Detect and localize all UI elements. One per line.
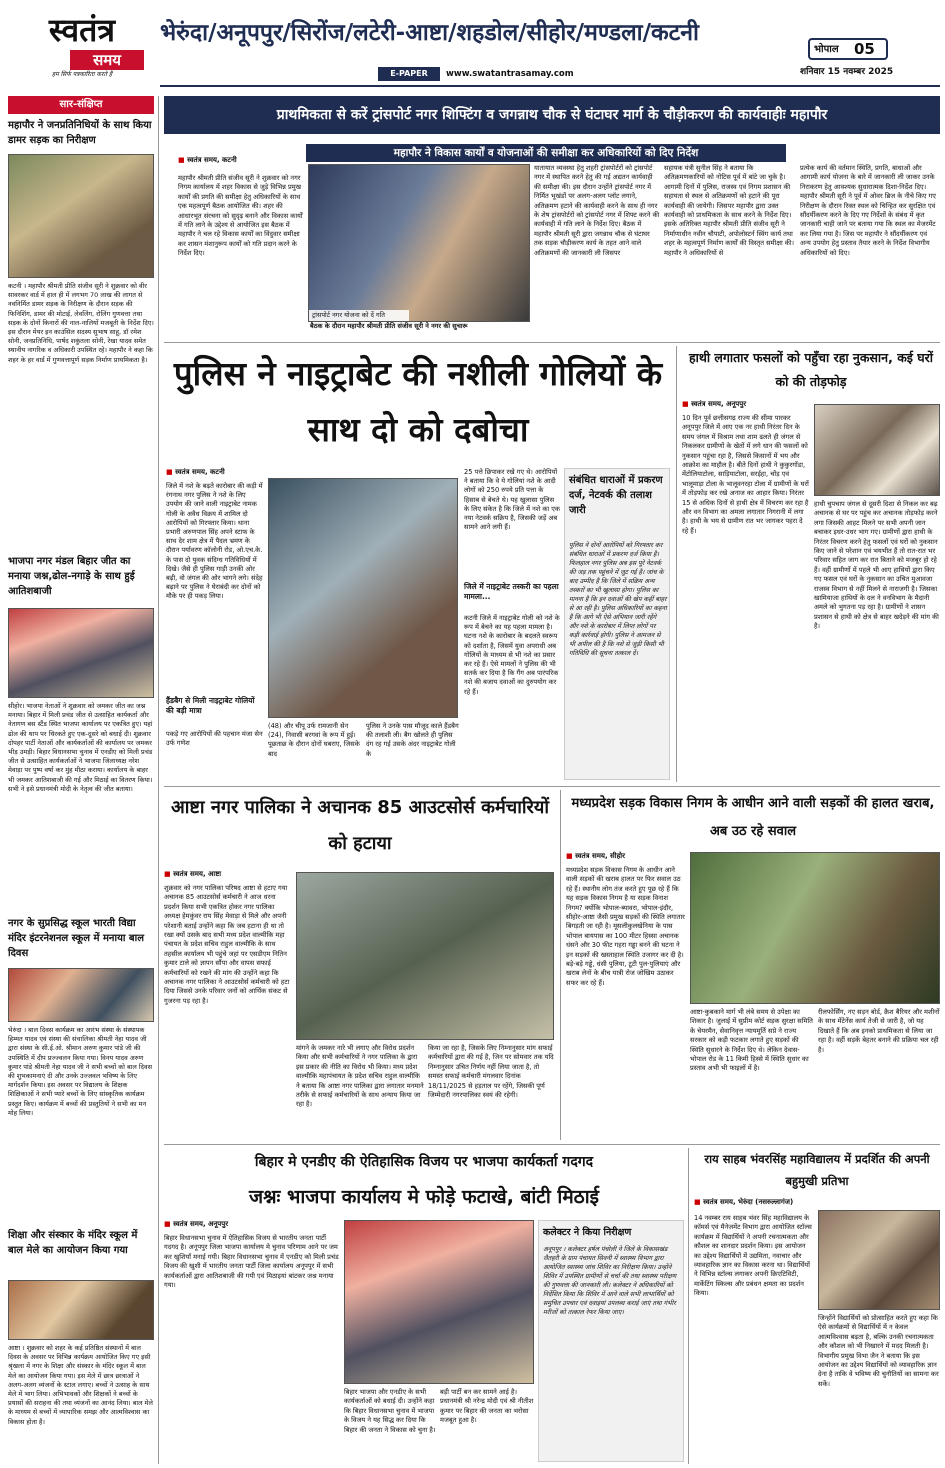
sidebar-body-3: भेरुंदा । बाल दिवस कार्यक्रम का आरंभ संस्था के संस्थापक हिम्मत यादव एवं संस्था की संचालिका श्रीमती नेहा यादव जी द्वारा संस्था के सी.ई.ओ. श्रीमान अरुण कुमार पांडे जी की उपस्थिति में दीप प्रज्ज्वलन किया गया। विनय यादव अरुण कुमार पांडे श्रीमती नेहा यादव जी ने सभी बच्चों को बाल दिवस की शुभकामनाएं दी और उनके उज्जवल भविष्य के लिए मार्गदर्शन किया। इस अवसर पर विद्यालय के शिक्षक शिक्षिकाओं ने सभी प्यारे बच्चों के लिए सांस्कृतिक कार्यक्रम प्रस्तुत किए। कार्यक्रम में बच्चों की प्रस्तुतियों ने सभी का मन मोह लिया। (8, 1026, 155, 1117)
sidebar-body-1: कटनी । महापौर श्रीमती प्रीति संजीव सूरी ने शुक्रवार को वीर सावरकर वार्ड में हाल ही में लगभग 70 लाख की लागत से नवनिर्मित डामर सड़क के निरीक्षण के दौरान सड़क की फिनिशिंग, डामर की मोटाई, लेवलिंग, रोलिंग गुणवत्ता तथा सड़क के दोनों किनारों की नाल-नालियों मजबूती के निर्देश दिए। इस दौरान मेयर इन काउंसिल सदस्य सुभाष साहू, डॉ रमेश सोनी, जनप्रतिनिधि, पार्षद शकुंतला सोनी, रेखा यादव समेत स्थानीय नागरिक व अधिकारी उपस्थित रहे। महापौर ने कहा कि शहर के हर वार्ड में गुणवत्तापूर्ण सड़क निर्माण प्राथमिकता है। (8, 282, 156, 364)
article-road-corp (566, 790, 940, 1140)
a1-subhead: महापौर ने विकास कार्यों व योजनाओं की समीक्षा कर अधिकारियों को दिए निर्देश (306, 144, 786, 162)
a4-byline: ■ स्वतंत्र समय, आष्टा (164, 870, 294, 880)
sidebar-headline-2[interactable]: भाजपा नगर मंडल बिहार जीत का मनाया जश्न,ढोल-नगाड़े के साथ हुई आतिशबाजी (8, 556, 135, 597)
tagline: हम सिर्फ पत्रकारिता करते हैं (51, 71, 113, 78)
issue-date: शनिवार 15 नवम्बर 2025 (800, 67, 894, 77)
a8-col1: 14 नवम्बर राय साहब भंवर सिंह महाविद्यालय के कॉमर्स एवं मैनेजमेंट विभाग द्वारा आयोजित स्टॉल्स कार्यक्रम में विद्यार्थियों ने अपनी रचनात्मकता और कौशल का शानदार प्रदर्शन किया। इस आयोजन का उद्देश्य विद्यार्थियों में उद्यमिता, नवाचार और व्यावहारिक ज्ञान का विकास करना था। विद्यार्थियों ने विभिन्न स्टॉल्स लगाकर अपनी क्रिएटिविटी, मार्केटिंग स्किल्स और प्रबंधन क्षमता का प्रदर्शन किया। (694, 1214, 814, 1298)
a6-photo-caption: बिहार भाजपा और एनडीए के सभी कार्यकर्ताओं को बधाई दी। उन्होंने कहा कि बिहार विधानसभा चुनाव में भाजपा के विजय ने यह सिद्ध कर दिया कि बिहार की जनता ने विकास को चुना है। (344, 1388, 437, 1434)
epaper-label[interactable]: E-PAPER (378, 67, 440, 81)
a5-photo-caption: रीलफोर्सिंग, नए सड़न बोर्ड, क्रैश बैरियर और मशीनों के साथ मेंटेनेंस कार्य तेजी से जारी है, जो यह दिखाते हैं कि अब इनको प्राथमिकता से लिया जा रहा है। वहीं सड़कें बेहतर बनाने की प्रक्रिया चल रही है। (818, 1008, 942, 1054)
a6-col1: बिहार विधानसभा चुनाव में ऐतिहासिक विजय से भारतीय जनता पार्टी गदगद है। अनूपपुर जिला भाजपा कार्यालय मे चुनाव परिणाम आने पर जम कर खुशियाँ मनाई गयी। बिहार विधानसभा चुनाव में एनडीए को मिली प्रचंड विजय की खुशी में भारतीय जनता पार्टी जिला कार्यालय अनूपपुर में सभी कार्यकर्ताओं द्वारा आतिशबाजी की गयी एवं मिठाइयां बांटकर जश्न मनाया गया। (164, 1234, 341, 1290)
a6-headline[interactable]: बिहार मे एनडीए की ऐतिहासिक विजय पर भाजपा कार्यकर्ता गदगद (254, 1154, 594, 1170)
article-college (694, 1148, 940, 1464)
sidebar-photo-3 (8, 968, 154, 1022)
a2-col3-body: कटनी जिले में नाइट्राबेट गोली को नशे के रूप में बेचने का यह पहला मामला है। घटना नशे के कारोबार के बदलते स्वरूप को दर्शाता है, जिसमें युवा अपराधी अब गोलियों के माध्यम से भी नशे का प्रसार कर रहे हैं। ऐसे मामलों ने पुलिस की भी सतर्क कर दिया है कि गैंग अब पारंपरिक नशे की बजाय दवाओं का दुरुपयोग कर रहे हैं। (464, 614, 562, 696)
a1-photo1-caption: ट्रांसपोर्ट नगर योजना को दें गति (309, 310, 409, 321)
a7-body: अनूपपुर । कलेक्टर हर्षल पंचोली ने जिले के विकासखंड जैतहरी के ग्राम पंचायत सिवनी में स्वास्थ्य विभाग द्वारा आयोजित स्वास्थ्य जांच शिविर का निरीक्षण किया। उन्होंने शिविर में उपस्थित ग्रामीणों से चर्चा की तथा स्वास्थ्य परीक्षण की गुणवत्ता की जानकारी ली। कलेक्टर ने अधिकारियों को निर्देशित किया कि शिविर में आने वाले सभी लाभार्थियों को समुचित उपचार एवं दवाइयां उपलब्ध कराई जाएं तथा गंभीर मरीजों को तत्काल रेफर किया जाए। (543, 1246, 679, 1316)
article-bjp-bihar (164, 1148, 684, 1464)
a8-col2: जिन्होंने विद्यार्थियों को प्रोत्साहित करते हुए कहा कि ऐसे कार्यक्रमों से विद्यार्थियों में न केवल आत्मविश्वास बढ़ता है, बल्कि उनकी रचनात्मकता और कौशल को भी निखारने में मदद मिलती है। विभागीय प्रमुख विभा जैन ने बताया कि इस आयोजन का उद्देश्य विद्यार्थियों को व्यावहारिक ज्ञान देना है ताकि वे भविष्य की चुनौतियों का सामना कर सकें। (818, 1314, 941, 1388)
editions-banner: भेरुंदा/अनूपपुर/सिरोंज/लटेरी-आष्टा/शहडोल/सीहोर/मण्डला/कटनी (160, 20, 699, 46)
sidebar-headline-3[interactable]: नगर के सुप्रसिद्ध स्कूल भारती विद्या मंदिर इंटरनेशनल स्कूल में मनाया बाल दिवस (8, 918, 145, 959)
a3-byline: ■ स्वतंत्र समय, अनूपपुर (682, 400, 812, 410)
a7-box (538, 1220, 684, 1462)
a2-photo-caption-1: (48) और चीपू उर्फ रामजानी सेन (24), निवासी बरगवां के रूप में हुई। पूछताछ के दौरान दोनों घबराए, जिसके बाद (268, 722, 362, 758)
a8-byline: ■ स्वतंत्र समय, भेरुंदा (नसरुल्लागंज) (694, 1198, 874, 1208)
a1-col5: प्रत्येक कार्य की वर्तमान स्थिति, प्रगति, बाधाओं और आगामी कार्य योजना के बारे में जानकारी ली जाकर उनके निराकरण हेतु आवश्यक सुधारात्मक दिशा-निर्देश दिए। महापौर श्रीमती सूरी ने पूर्व में ओवर ब्रिज के नीचे किए गए निरीक्षण के दौरान रिक्त स्थल को चिन्हित कर सुरक्षित एवं सौंदर्यीकरण करने के दिए गए निर्देशों के संबंध में कृत जानकारी चाही जाने पर बताया गया कि स्थल का मेजरमेंट कर लिया गया है। जिस पर महापौर ने सौंदर्यीकरण एवं अन्य उपयोग हेतु प्रस्ताव तैयार करने के निर्देश विभागीय अधिकारियों को दिए। (800, 164, 938, 257)
article-ashta-outsource (164, 790, 556, 1140)
a6-photo (344, 1220, 534, 1384)
sidebar-photo-4 (8, 1280, 154, 1340)
logo[interactable] (18, 10, 146, 78)
a6-byline: ■ स्वतंत्र समय, अनूपपुर (164, 1220, 304, 1230)
sidebar-body-4: आष्टा । शुक्रवार को शहर के कई प्रतिष्ठित संस्थानों में बाल दिवस के अवसर पर विभिन्न कार्यक्रम आयोजित किए गए इसी श्रृंखला में नगर के शिक्षा और संस्कार के मंदिर स्कूल में बाल मेले का आयोजन किया गया। इस मेले में छात्र छात्राओं ने अलग-अलग व्यंजनों के स्टाल लगाए। बच्चों ने उत्साह के साथ मेले में भाग लिया। अभिभावकों और शिक्षकों ने बच्चों के प्रयासों की सराहना की तथा व्यंजनों का आनंद लिया। बाल मेले के माध्यम से बच्चों में व्यापारिक समझ और आत्मविश्वास का विकास होता है। (8, 1344, 155, 1426)
a2-col3-sub: जिले में नाइट्राबेट तस्करी का पहला मामला... (464, 582, 559, 601)
a5-headline[interactable]: मध्यप्रदेश सड़क विकास निगम के आधीन आने वाली सड़कों की हालत खराब, अब उठ रहे सवाल (571, 796, 935, 839)
a2-side-body: पुलिस ने दोनों आरोपियों को गिरफ्तार कर संबंधित धाराओं में प्रकरण दर्ज किया है। फिलहाल नगर पुलिस अब इस पूरे नेटवर्क की जड़ तक पहुंचने में जुट गई है। जांच के बाद उम्मीद है कि जिले में सक्रिय अन्य तस्करों का भी खुलासा होगा। पुलिस का मानना है कि इन दवाओं की खेप कहीं बाहर से आ रही है। पुलिस अधिकारियों का कहना है कि आगे भी ऐसे अभियान जारी रहेंगे और नशे के कारोबार में लिप्त लोगों पर कड़ी कार्रवाई होगी। पुलिस ने आमजन से भी अपील की है कि नशे से जुड़ी किसी भी गतिविधि की सूचना तत्काल दें। (569, 542, 669, 657)
a5-photo (690, 852, 940, 1004)
sidebar-header: सार-संक्षिप्त (8, 96, 154, 114)
a3-photo (814, 404, 940, 496)
sidebar-body-2: सीहोर। भाजपा नेताओं ने शुक्रवार को जमकर जीत का जश्न मनाया। बिहार में मिली प्रचंड जीत से उत्साहित कार्यकर्ता और नेतागण बस स्टैंड स्थित भाजपा कार्यालय पर एकत्रित हुए। यहां ढोल की थाप पर थिरकते हुए एक-दूसरे को बधाई दी। शुक्रवार दोपहर पार्टी नेताओं और कार्यकर्ताओं की कार्यालय पर जमकर भीड़ उमड़ी। बिहार विधानसभा चुनाव में एनडीए को मिली प्रचंड जीत से उत्साहित कार्यकर्ताओं ने भाजपा जिलाध्यक्ष नरेश मेवाड़ा पर पुष्प वर्षा कर मुंह मीठा कराया। कार्यालय के बाहर भी जमकर आतिशबाजी की गई और मिठाई का वितरण किया। सभी ने इसे प्रधानमंत्री मोदी के नेतृत्व की जीत बताया। (8, 702, 155, 793)
a2-headline[interactable]: पुलिस ने नाइट्राबेट की नशीली गोलियों के साथ दो को दबोचा (173, 354, 663, 449)
a2-photo (268, 478, 458, 718)
a5-col2: आष्टा-कुबकाने मार्ग भी लंबे समय से उपेक्षा का शिकार है। जुलाई में सुप्रीम कोर्ट सड़क सुरक्षा समिति के चेयरमैन, सेवानिवृत्त न्यायमूर्ति सप्रे ने राज्य सरकार को कड़ी फटकार लगाते हुए सड़कों की स्थिति सुधारने के निर्देश दिए थे। लेकिन देवास-भोपाल रोड के 11 किमी हिस्से में स्थिति सुधार का प्रस्ताव अभी भी फाइलों में है। (690, 1008, 815, 1073)
sidebar (8, 96, 154, 1464)
a8-headline[interactable]: राय साहब भंवरसिंह महाविद्यालय में प्रदर्शित की अपनी बहुमुखी प्रतिभा (704, 1152, 930, 1188)
a1-col1: महापौर श्रीमती प्रीति संजीव सूरी ने शुक्रवार को नगर निगम कार्यालय में शहर विकास से जुड़े विभिन्न प्रमुख कार्यों की प्रगति की समीक्षा हेतु अधिकारियों के साथ एक महत्वपूर्ण बैठक आयोजित की। शहर की आधारभूत संरचना को सुदृढ़ बनाने और विकास कार्यों में गति लाने के उद्देश्य से आयोजित इस बैठक में महापौर ने चल रहे विकास कार्यों का विंदुवार समीक्षा कर शासन मंशानुरूप कार्यों को गति प्रदान करने के निर्देश दिए। (178, 174, 305, 258)
a4-headline[interactable]: आष्टा नगर पालिका ने अचानक 85 आउटसोर्स कर्मचारियों को हटाया (171, 797, 549, 854)
a6-subhead: जश्नः भाजपा कार्यालय मे फोड़े फटाखे, बांटी मिठाई (249, 1186, 599, 1208)
article-mayor-review (164, 96, 940, 338)
a4-col3: किया जा रहा है, जिसके लिए निम्नानुसार मांग सफाई कर्मचारियों द्वारा की गई है, जिन पर सोमवार तक यदि निम्नानुसार उचित निर्णय नहीं लिया जाता है, तो समस्त सफाई कर्मचारी मंगलवार दिनांक 18/11/2025 से हड़ताल पर रहेंगे, जिसकी पूर्ण जिम्मेदारी नगरपालिका स्वयं की रहेगी। (428, 1044, 556, 1100)
city-label: भोपाल (814, 44, 839, 55)
a4-col2: मांगने के जमकर नारे भी लगाए और विरोध प्रदर्शन किया और सभी कर्मचारियों ने नगर पालिका के द्वारा इस प्रकार की नीति का विरोध भी किया। मध्य प्रदेश वाल्मीकि महापंचायत के प्रदेश सचिव राहुल वाल्मीकि ने बताया कि आष्टा नगर पालिका द्वारा लगातार मनमाने तरीके से सफाई कर्मचारियों के साथ अन्याय किया जा रहा है। (296, 1044, 426, 1109)
a2-side-headline: संबंधित धाराओं में प्रकरण दर्ज, नेटवर्क की तलाश जारी (569, 475, 663, 516)
page-badge (808, 38, 888, 60)
a1-photo (308, 164, 530, 322)
a1-photo2-caption: बैठक के दौरान महापौर श्रीमती प्रीति संजीव सूरी ने नगर की सुचारू (310, 322, 468, 330)
a5-byline: ■ स्वतंत्र समय, सीहोर (566, 852, 696, 862)
a6-col3: बड़ी पार्टी बन कर सामने आई है। प्रधानमंत्री श्री नरेन्द्र मोदी एवं श्री नीतीश कुमार पर बिहार की जनता का भरोसा मजबूत हुआ है। (440, 1388, 536, 1425)
a4-photo (296, 872, 554, 1040)
a2-col1-sub: हैंडबैग से मिली नाइट्राबेट गोलियों की बड़ी मात्रा (166, 696, 255, 715)
a2-photo-caption-2: पुलिस ने उनके पास मौजूद काले हैंडबैग की तलाशी ली। बैग खोलते ही पुलिस दंग रह गई उसके अंदर नाइट्राबेट गोली के (366, 722, 461, 758)
a1-byline: ■ स्वतंत्र समय, कटनी (178, 156, 304, 166)
a2-byline: ■ स्वतंत्र समय, कटनी (166, 468, 306, 478)
a1-headline[interactable]: प्राथमिकता से करें ट्रांसपोर्ट नगर शिफ्टिंग व जगन्नाथ चौक से घंटाघर मार्ग के चौड़ीकरण की कार्यवाहीः महापौर (164, 96, 940, 134)
a3-col1: 10 दिन पूर्व छत्तीसगढ़ राज्य की सीमा पारकर अनूपपुर जिले में आए एक नर हाथी निरंतर दिन के समय जंगल में विश्राम तथा शाम ढलते ही जंगल से निकलकर ग्रामीणों के खेतों में लगे धान की फसलों को नुकसान पहुंचा रहा है, जिससे किसानों में भय और आक्रोश का माहौल है। बीते दिनों हाथी ने कुकुरगोंडा, मेंटोलियाटोला, साड़ियाटोला, सरईहा, चोंड़ एवं भालूमाड़ा टोला के भालूवनरहा टोला में ग्रामीणों के घरों में तोड़फोड़ कर रखे अनाज का आहार किया। निरंतर 15 से अधिक दिनों से हाथी क्षेत्र में विचरण कर रहा है और वन विभाग का अमला लगातार निगरानी में लगा है। हाथी के भय से ग्रामीण रात भर जागकर पहरा दे रहे हैं। (682, 414, 811, 535)
a2-col3: 25 पत्ते छिपाकर रखे गए थे। आरोपियों ने बताया कि वे ये गोलियां नशे के आदी लोगों को 250 रुपये प्रति पत्ता के हिसाब से बेचते थे। यह खुलासा पुलिस के लिए संकेत है कि जिले में नशे का एक नया नेटवर्क सक्रिय है, जिसकी जड़ें अब सामने आने लगी हैं। (464, 468, 563, 532)
masthead (0, 0, 945, 92)
article-police-nitrabet (164, 346, 672, 782)
a3-col2: हाथी चुपचाप जंगल से दूसरी दिशा से निकल कर बढ़ अचानक से घर पर पहुंच कर अचानक तोड़फोड़ करने लगा जिसकी आहट मिलने पर सभी अपनी जान बचाकर इधर-उधर भाग गए। ग्रामीणों द्वारा हाथी के निरंतर विचरण करने हेतु फसलों एवं घरों को नुकसान किए जाने से परेशान एवं भयभीत हैं तो रात-रात भर परिवार सहित जाग कर रात बिताने को मजबूर हो रहे हैं। वहीं ग्रामीणों में पहले भी आए हाथियों द्वारा किए गए फसल एवं घरों के नुकसान का उचित मुआवजा राजस्व विभाग से नहीं मिलने से नाराजगी है। जिसका खामियाजा हाथियों के दल ने वनविभाग के मैदानी अमले को भुगतना पड़ रहा है। ग्रामीणों ने शासन प्रशासन से हाथी को क्षेत्र से बाहर खदेड़ने की मांग की है। (814, 500, 941, 631)
a7-headline[interactable]: कलेक्टर ने किया निरीक्षण (543, 1227, 632, 1238)
website-link[interactable]: www.swatantrasamay.com (446, 69, 574, 79)
sidebar-photo-1 (8, 154, 154, 278)
sidebar-photo-2 (8, 608, 154, 698)
logo-top: स्वतंत्र (48, 11, 116, 49)
sidebar-headline-1[interactable]: महापौर ने जनप्रतिनिधियों के साथ किया डामर सड़क का निरीक्षण (8, 120, 152, 146)
page-number: 05 (854, 40, 875, 58)
a1-col4: सहायक यंत्री सुनील सिंह ने बताया कि अतिक्रमणकारियों को नोटिस पूर्व में बांटे जा चुके है। आगामी दिनों में पुलिस, राजस्व एवं निगम प्रशासन की सहायता से स्थल से अतिक्रमणों को हटाने की पूरा कार्यवाही की जायेगी। जिसपर महापौर द्वारा उक्त कार्यवाही को प्राथमिकता के साथ करने के निर्देश दिए। इसके अतिरिक्त महापौर श्रीमती प्रीति संजीव सूरी ने निर्माणाधीन नवीन चौपाटी, अपोलोस्टर्न स्विंग कार्य तथा शहर के महत्वपूर्ण निर्माण कार्यों की विस्तृत समीक्षा की। महापौर ने अधिकारियों से (664, 164, 797, 257)
a4-col1: शुक्रवार को नगर पालिका परिषद आष्टा से हटाए गया अचानक 85 आउटसोर्स कर्मचारी ने आज धरना प्रदर्शन किया सभी एकत्रित होकर नगर पालिका अध्यक्ष हेमकुंवर राय सिंह मेवाड़ा से मिले और अपनी परेशानी बताई उन्होंने कहा कि जब हटाना ही था तो रखा क्यों उसके बाद सभी मध्य प्रदेश वाल्मीकि महा पंचायत के प्रदेश सचिव राहुल वाल्मीकि के साथ तहसील कार्यालय भी पहुंचे जहां पर एसडीएम नितिन कुमार टाले को ज्ञापन सौंपा और वापस सफाई कर्मचारियों को रखने की मांग की उन्होंने कहा कि अचानक नगर पालिका ने आउटसोर्स कर्मचारी को हटा दिया जिससे उनके परिवार जनों को आर्थिक संकट से गुजरना पड़ रहा है। (164, 884, 292, 1005)
a3-headline[interactable]: हाथी लगातार फसलों को पहुँचा रहा नुकसान, कई घरों को की तोड़फोड़ (688, 350, 934, 389)
sidebar-headline-4[interactable]: शिक्षा और संस्कार के मंदिर स्कूल में बाल मेले का आयोजन किया गया (8, 1230, 138, 1256)
a2-sidebox (564, 468, 670, 780)
article-elephant (682, 346, 940, 782)
a8-photo (818, 1210, 940, 1310)
a5-col1: मध्यप्रदेश सड़क विकास निगम के आधीन आने वाली सड़कों की खराब हालत पर फिर सवाल उठ रहे हैं। स्थानीय लोग तंज करते हुए पूछ रहे हैं कि यह सड़क विकास निगम है या सड़क विनाश निगम? क्योंकि भोपाल-ब्यावरा, भोपाल-इंदौर, सीहोर-आष्टा जैसी प्रमुख सड़कों की स्थिति लगातार बिगड़ती जा रही है। मूसलीकुलखेनिया के पास भोपाल बायपास का 100 मीटर हिस्सा अचानक धंसने और 30 फीट गहरा गड्ढा बनने की घटना ने इन सड़कों की खस्ताहाल स्थिति उजागर कर दी है। बड़े-बड़े गड्ढे, धंसी पुलिया, टूटी पुल-पुलियाएं और खराब लेनों के बीच यात्री रोज जोखिम उठाकर सफर कर रहे हैं। (566, 866, 687, 987)
logo-bottom: समय (70, 50, 144, 70)
a1-col3: यातायात व्यवस्था हेतु शहरी ट्रांसपोर्टरों को ट्रांसपोर्ट नगर में स्थापित करने हेतु की गई अद्यतन कार्यवाही की समीक्षा की। इस दौरान उन्होंने ट्रांसपोर्ट नगर में निर्मित भूखंडों पर अलग-अलग प्लॉट लगाने, अतिक्रमण हटाने की कार्यवाही करने के साथ ही नगर के शेष ट्रांसपोर्टरों को ट्रांसपोर्ट नगर में शिफ्ट करने की कार्यवाही में गति लाने के निर्देश दिए। बैठक में महापौर श्रीमती सूरी द्वारा जगन्नाथ चौक से घंटाघर तक सड़क चौड़ीकरण कार्य के तहत आने वाले अतिक्रमणों की जानकारी ली जिसपर (534, 164, 662, 257)
a2-col1: जिले में नशे के बढ़ते कारोबार की कड़ी में रंगनाथ नगर पुलिस ने नशे के लिए उपयोग की जाने वाली नाइट्राबेट नामक गोली के अवैध विक्रय में शामिल दो आरोपियों को गिरफ्तार किया। थाना प्रभारी अरुणपाल सिंह अपने स्टाफ के साथ देर शाम क्षेत्र में पैदल भ्रमण के दौरान पर्यावरण कॉलोनी रोड, ओ.एच.के. के पास दो युवक संदिग्ध गतिविधियों में दिखे। जैसे ही पुलिस गाड़ी उनकी ओर बढ़ी, वो जंगल की ओर भागने लगे। संदेह बढ़ाने पर पुलिस ने घेराबंदी कर दोनों को मौके पर ही पकड़ लिया। (166, 482, 265, 601)
a2-col1-tail: पकड़े गए आरोपियों की पहचान मंजा सेन उर्फ गणेश (166, 730, 265, 748)
